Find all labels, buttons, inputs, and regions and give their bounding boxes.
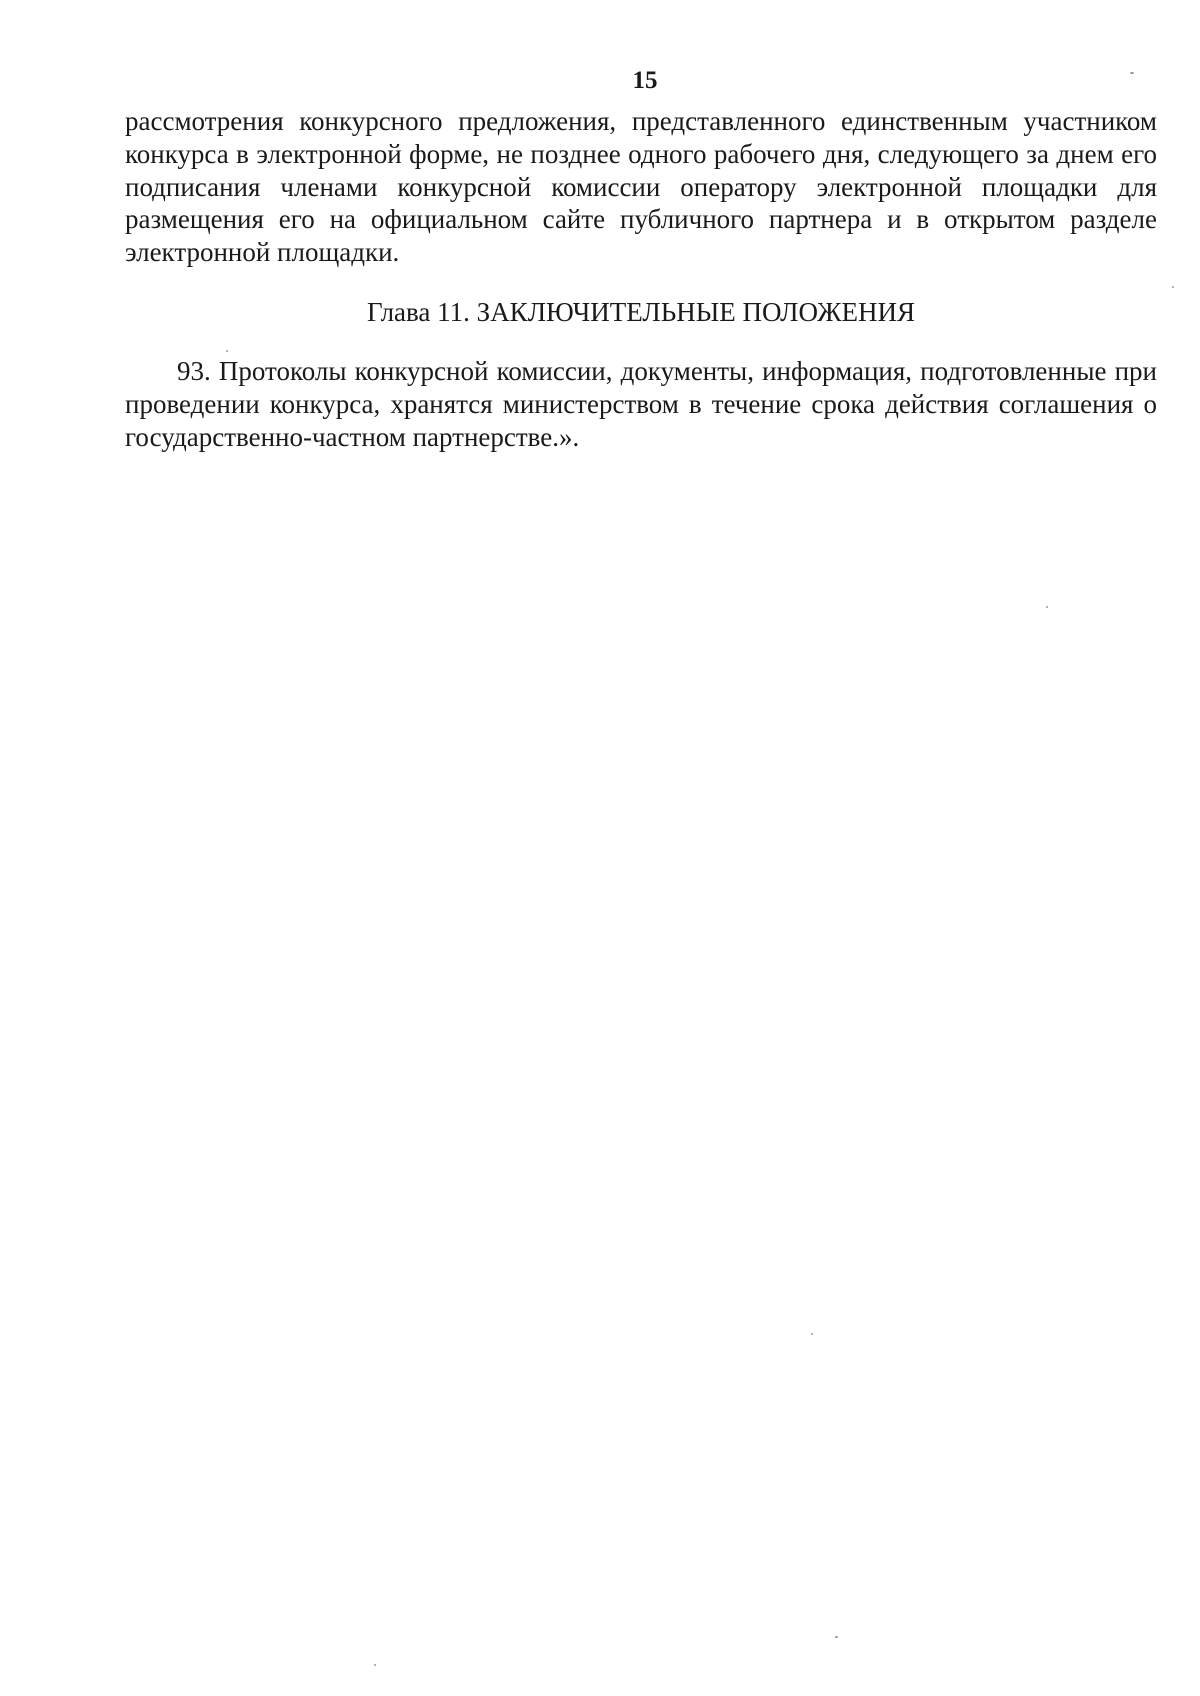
- chapter-heading: Глава 11. ЗАКЛЮЧИТЕЛЬНЫЕ ПОЛОЖЕНИЯ: [367, 296, 915, 327]
- continuation-paragraph: рассмотрения конкурсного предложения, представленного единственным участником конкурса в электронной форме, не позднее одного рабочего дня, следующего за днем его подписания членами конкурсной комиссии оператору электронной площадки для размещения его на официальном сайте публичного партнера и в открытом разделе электронной площадки.: [125, 106, 1157, 268]
- scan-speck: [811, 1333, 813, 1335]
- page-number: 15: [632, 67, 658, 94]
- scan-speck: [1172, 286, 1174, 288]
- scan-speck: [374, 1664, 376, 1666]
- scan-speck: [226, 350, 228, 352]
- scan-speck: [835, 1636, 838, 1638]
- page-body: [125, 105, 1157, 453]
- scan-speck: [1130, 72, 1134, 74]
- paragraph-93: 93. Протоколы конкурсной комиссии, документы, информация, подготовленные при проведении конкурса, хранятся министерством в течение срока действия соглашения о государственно-частном партнерстве.».: [125, 355, 1157, 452]
- scan-speck: [1046, 606, 1048, 608]
